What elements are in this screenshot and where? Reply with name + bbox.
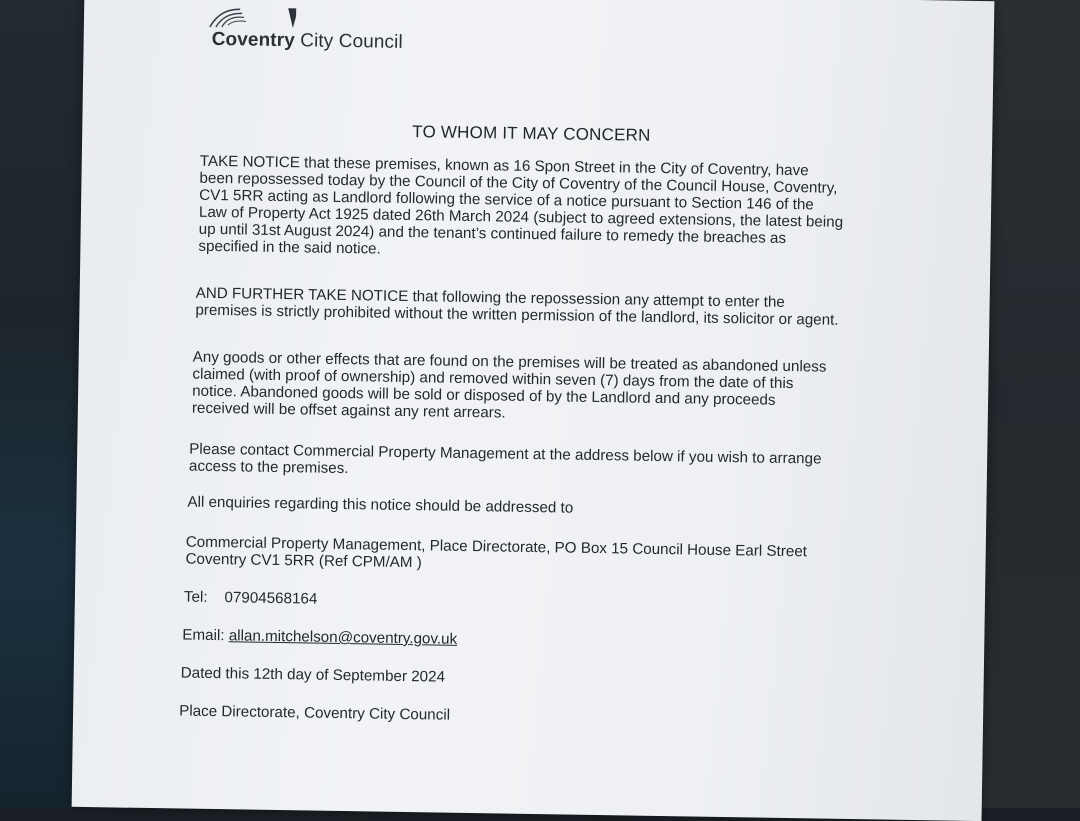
notice-paragraph-entry-prohibited: AND FURTHER TAKE NOTICE that following the repossession any attempt to enter the premises is strictly prohibited without the written permission of the landlord, its solicitor or agent.	[195, 284, 839, 329]
contact-address: Commercial Property Management, Place Directorate, PO Box 15 Council House Earl Street Coventry CV1 5RR (Ref CPM/AM )	[185, 533, 808, 572]
notice-paragraph-contact: Please contact Commercial Property Management at the address below if you wish to arrange access to the premises.	[188, 440, 822, 478]
date-of-notice: Dated this 12th day of September 2024	[180, 664, 446, 686]
telephone-number: 07904568164	[224, 589, 318, 608]
email-address-link[interactable]: allan.mitchelson@coventry.gov.uk	[228, 627, 458, 648]
council-logo-icon	[206, 7, 296, 30]
organisation-name: Coventry City Council	[211, 28, 403, 53]
notice-paragraph-repossession: TAKE NOTICE that these premises, known as 16 Spon Street in the City of Coventry, have been repossessed today by the Council of the City of Coventry of the Council House, Coventry, CV1 5RR acting as Landlord following the service of a notice pursuant to Section 146 of the Law of Property Act 1925 dated 26th March 2024 (subject to agreed extensions, the latest being up until 31st August 2024) and the tenant’s continued failure to remedy the breaches as specified in the said notice.	[198, 152, 844, 258]
notice-paragraph-enquiries: All enquiries regarding this notice should be addressed to	[187, 493, 574, 517]
email-line	[182, 627, 457, 648]
signoff: Place Directorate, Coventry City Council	[179, 702, 451, 724]
telephone-label: Tel:	[183, 588, 208, 606]
notice-paragraph-abandoned-goods: Any goods or other effects that are found on the premises will be treated as abandoned unless claimed (with proof of ownership) and removed within seven (7) days from the date of this notice. Abandoned goods will be sold or disposed of by the Landlord and any proceeds received will be offset against any rent arrears.	[191, 348, 827, 422]
notice-sheet	[72, 0, 995, 821]
telephone-line	[184, 589, 318, 608]
email-label: Email:	[182, 626, 225, 645]
notice-heading: TO WHOM IT MAY CONCERN	[412, 122, 651, 145]
